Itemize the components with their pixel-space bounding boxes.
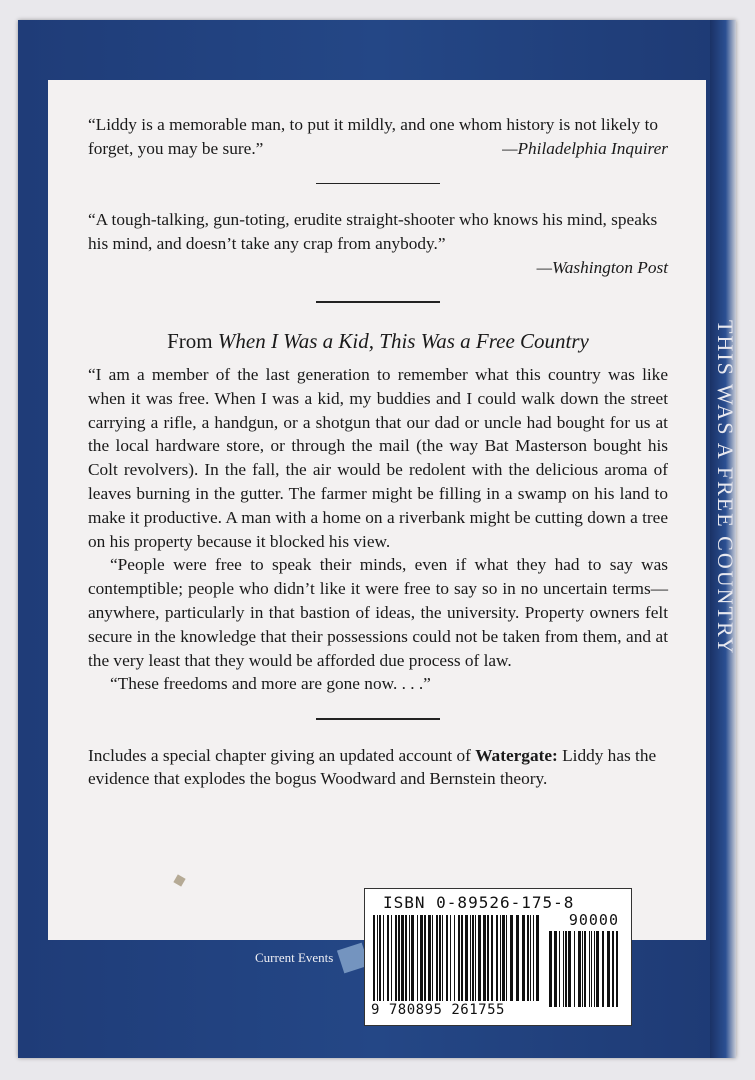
barcode-bar <box>568 931 571 1007</box>
barcode-bar <box>589 931 590 1007</box>
barcode-bar <box>500 915 501 1001</box>
barcode-bar <box>578 931 581 1007</box>
category-label: Current Events <box>255 950 334 965</box>
barcode-bar <box>428 915 431 1001</box>
barcode-bar <box>565 931 567 1007</box>
barcode-bar <box>401 915 404 1001</box>
excerpt-paragraph: “I am a member of the last generation to remember what this country was like when it was free. When I was a kid, my buddies and I could walk down the street carrying a rifle, a handgun, or a shotgun that our dad or uncle had bought for us at the local hardware store, or through the mail (the way Bat Masterson bought his Colt revolvers). In the fall, the air would be redolent with the delicious aroma of leaves burning in the gutter. The farmer might be filling in a swamp on his land to make it productive. A man with a home on a riverbank might be cutting down a tree on his property because it blocked his view. <box>88 364 668 551</box>
barcode-bar <box>516 915 519 1001</box>
barcode-bar <box>417 915 418 1001</box>
barcode-bar <box>530 915 531 1001</box>
special-chapter-note-lead: Includes a special chapter giving an updated account of <box>88 745 476 765</box>
barcode-bar <box>533 915 534 1001</box>
review-quote-1-text: “Liddy is a memorable man, to put it mildly, and one whom history is not likely to forget, you may be sure.” <box>88 115 659 158</box>
barcode-bar <box>373 915 375 1001</box>
divider-rule <box>316 718 440 720</box>
spine-title: THIS WAS A FREE COUNTRY <box>713 320 738 656</box>
barcode-bar <box>465 915 468 1001</box>
barcode-bar <box>439 915 441 1001</box>
excerpt-paragraph: “These freedoms and more are gone now. . . .” <box>110 674 431 694</box>
barcode-bar <box>502 915 505 1001</box>
barcode-bar <box>527 915 529 1001</box>
excerpt-body <box>88 363 668 696</box>
barcode-bar <box>582 931 583 1007</box>
barcode-bar <box>450 915 451 1001</box>
ean-barcode <box>373 915 541 1001</box>
barcode-bar <box>506 915 507 1001</box>
barcode-bar <box>563 931 564 1007</box>
barcode-label <box>364 888 632 1026</box>
barcode-bar <box>377 915 378 1001</box>
barcode-bar <box>446 915 448 1001</box>
barcode-bar <box>436 915 438 1001</box>
review-quote-2-source: —Washington Post <box>536 257 668 277</box>
excerpt-book-title: When I Was a Kid, This Was a Free Country <box>217 328 589 353</box>
barcode-bar <box>522 915 525 1001</box>
barcode-bar <box>612 931 614 1007</box>
barcode-bar <box>487 915 489 1001</box>
barcode-bar <box>398 915 400 1001</box>
barcode-bar <box>478 915 481 1001</box>
barcode-bar <box>594 931 595 1007</box>
barcode-bar <box>472 915 474 1001</box>
divider-rule <box>316 301 440 303</box>
barcode-bar <box>411 915 414 1001</box>
barcode-bar <box>549 931 552 1007</box>
blurb-text-area <box>88 113 668 791</box>
special-chapter-note-rest: Liddy has the evidence that explodes the bogus Woodward and Bernstein theory. <box>88 745 657 789</box>
barcode-bar <box>424 915 426 1001</box>
barcode-bar <box>454 915 455 1001</box>
excerpt-heading-prefix: From <box>167 328 218 353</box>
barcode-bar <box>379 915 381 1001</box>
price-code: 90000 <box>568 911 619 929</box>
barcode-bar <box>510 915 513 1001</box>
barcode-bar <box>602 931 604 1007</box>
barcode-bar <box>574 931 575 1007</box>
barcode-bar <box>420 915 423 1001</box>
barcode-bar <box>536 915 539 1001</box>
barcode-bar <box>395 915 397 1001</box>
ean-digits: 9 780895 261755 <box>371 1002 505 1018</box>
barcode-bar <box>475 915 476 1001</box>
barcode-bar <box>496 915 498 1001</box>
blurb-panel <box>48 80 706 940</box>
barcode-bar <box>596 931 599 1007</box>
barcode-bar <box>387 915 389 1001</box>
barcode-bar <box>442 915 443 1001</box>
price-addon-barcode <box>549 931 619 1007</box>
review-quote-1 <box>88 113 668 161</box>
barcode-bar <box>616 931 618 1007</box>
barcode-bar <box>432 915 433 1001</box>
review-quote-1-source: —Philadelphia Inquirer <box>502 138 668 158</box>
barcode-bar <box>591 931 592 1007</box>
barcode-bar <box>607 931 610 1007</box>
excerpt-heading <box>88 327 668 355</box>
barcode-bar <box>554 931 557 1007</box>
barcode-bar <box>584 931 586 1007</box>
barcode-bar <box>458 915 460 1001</box>
special-chapter-note <box>88 744 668 792</box>
barcode-bar <box>483 915 486 1001</box>
review-quote-2-text: “A tough-talking, gun-toting, erudite straight-shooter who knows his mind, speaks his mind, and doesn’t take any crap from anybody.” <box>88 210 658 253</box>
review-quote-2 <box>88 208 668 256</box>
divider-rule <box>316 183 440 185</box>
special-chapter-note-topic: Watergate: <box>475 745 558 765</box>
barcode-bar <box>409 915 410 1001</box>
barcode-bar <box>391 915 392 1001</box>
barcode-bar <box>383 915 384 1001</box>
barcode-bar <box>470 915 471 1001</box>
barcode-bar <box>491 915 493 1001</box>
excerpt-paragraph: “People were free to speak their minds, even if what they had to say was contemptible; people who didn’t like it were free to say so in no uncertain terms—anywhere, particularly in that bastion of ideas, the university. Property owners felt secure in the knowledge that their possessions could not be taken from them, and at the very least that they would be afforded due process of law. <box>88 555 668 670</box>
isbn-number: ISBN 0-89526-175-8 <box>383 893 575 912</box>
barcode-bar <box>461 915 463 1001</box>
barcode-bar <box>559 931 560 1007</box>
barcode-bar <box>405 915 407 1001</box>
